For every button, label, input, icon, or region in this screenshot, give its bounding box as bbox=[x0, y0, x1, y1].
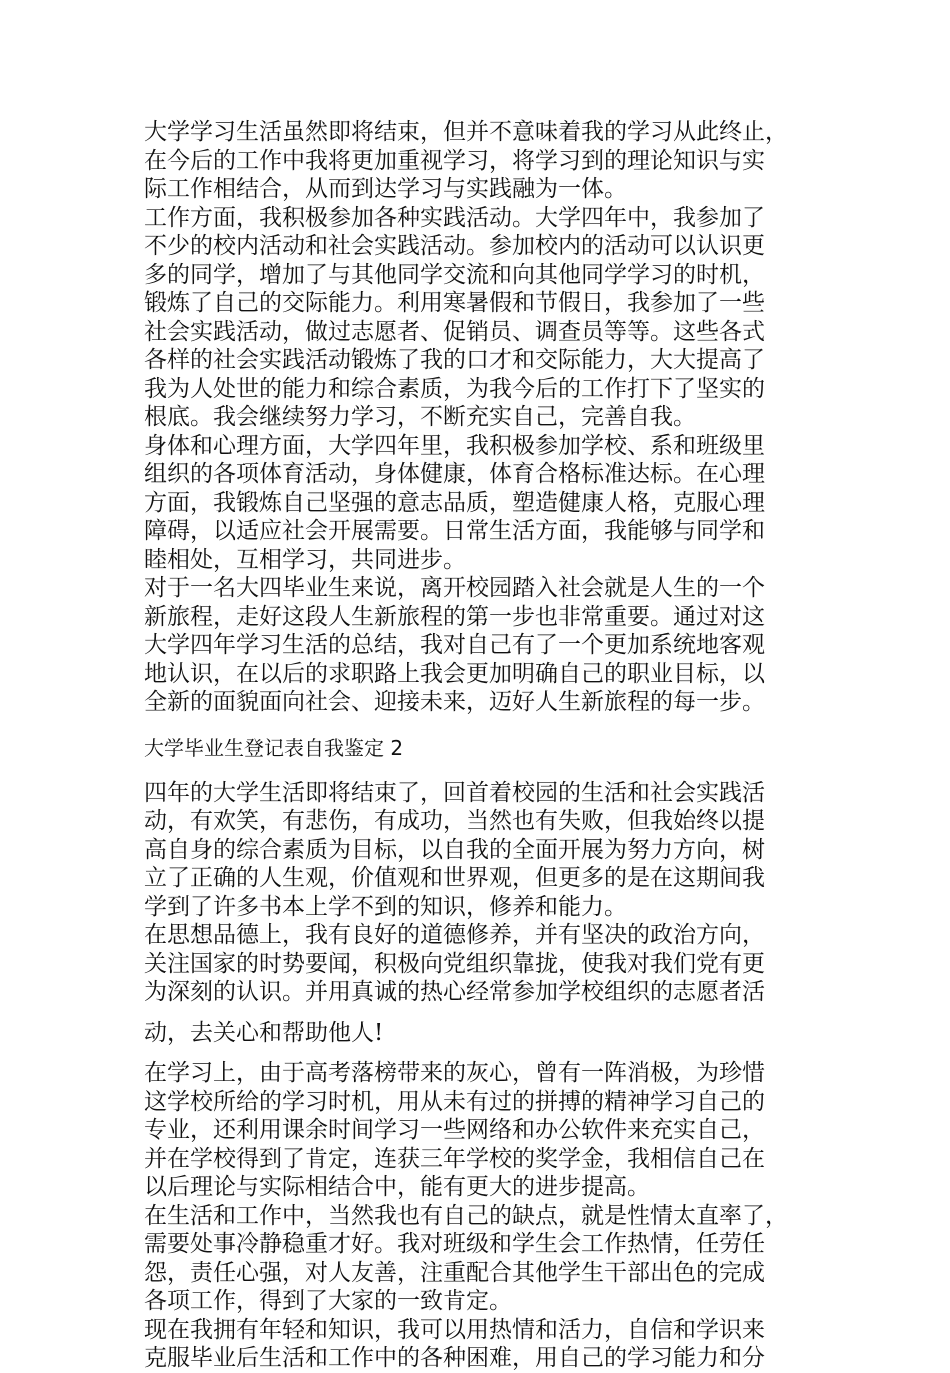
document-body bbox=[144, 118, 834, 1373]
text-line: 专业，还利用课余时间学习一些网络和办公软件来充实自己， bbox=[144, 1117, 765, 1143]
text-line: 方面，我锻炼自己坚强的意志品质，塑造健康人格，克服心理 bbox=[144, 489, 765, 516]
text-line: 动，去关心和帮助他人! bbox=[144, 1019, 384, 1046]
paragraph-future bbox=[144, 1316, 834, 1373]
text-line: 在思想品德上，我有良好的道德修养，并有坚决的政治方向， bbox=[144, 922, 765, 948]
paragraph-life-work bbox=[144, 1202, 834, 1316]
text-line: 在生活和工作中，当然我也有自己的缺点，就是性情太直率了， bbox=[144, 1202, 788, 1229]
text-line: 各样的社会实践活动锻炼了我的口才和交际能力，大大提高了 bbox=[144, 347, 765, 373]
text-line: 立了正确的人生观，价值观和世界观，但更多的是在这期间我 bbox=[144, 865, 765, 891]
text-line: 各项工作，得到了大家的一致肯定。 bbox=[144, 1288, 512, 1314]
text-line: 全新的面貌面向社会、迎接未来，迈好人生新旅程的每一步。 bbox=[144, 689, 765, 715]
text-line: 以后理论与实际相结合中，能有更大的进步提高。 bbox=[144, 1174, 650, 1200]
paragraph-study-summary bbox=[144, 118, 834, 204]
text-line: 对于一名大四毕业生来说，离开校园踏入社会就是人生的一个 bbox=[144, 575, 765, 601]
text-line: 根底。我会继续努力学习，不断充实自己，完善自我。 bbox=[144, 404, 696, 430]
text-line: 在今后的工作中我将更加重视学习，将学习到的理论知识与实 bbox=[144, 147, 765, 174]
text-line: 不少的校内活动和社会实践活动。参加校内的活动可以认识更 bbox=[144, 233, 765, 259]
text-line: 组织的各项体育活动，身体健康，体育合格标准达标。在心理 bbox=[144, 461, 765, 487]
text-line: 克服毕业后生活和工作中的各种困难，用自己的学习能力和分 bbox=[144, 1345, 765, 1371]
text-line: 锻炼了自己的交际能力。利用寒暑假和节假日，我参加了一些 bbox=[144, 290, 765, 316]
text-line: 并在学校得到了肯定，连获三年学校的奖学金，我相信自己在 bbox=[144, 1145, 765, 1172]
text-line: 地认识，在以后的求职路上我会更加明确自己的职业目标，以 bbox=[144, 660, 765, 687]
text-line: 动，有欢笑，有悲伤，有成功，当然也有失败，但我始终以提 bbox=[144, 808, 765, 834]
text-line: 四年的大学生活即将结束了，回首着校园的生活和社会实践活 bbox=[144, 779, 765, 806]
text-line: 障碍，以适应社会开展需要。日常生活方面，我能够与同学和 bbox=[144, 518, 765, 544]
paragraph-new-journey bbox=[144, 574, 834, 717]
text-line: 大学学习生活虽然即将结束，但并不意味着我的学习从此终止， bbox=[144, 119, 788, 145]
text-line: 大学四年学习生活的总结，我对自己有了一个更加系统地客观 bbox=[144, 632, 765, 658]
text-line: 需要处事冷静稳重才好。我对班级和学生会工作热情，任劳任 bbox=[144, 1231, 765, 1257]
text-line: 睦相处，互相学习，共同进步。 bbox=[144, 546, 466, 573]
paragraph-morality-tail bbox=[144, 1019, 834, 1048]
paragraph-body-mind bbox=[144, 432, 834, 575]
text-line: 高自身的综合素质为目标，以自我的全面开展为努力方向，树 bbox=[144, 836, 765, 863]
paragraph-four-years bbox=[144, 779, 834, 922]
text-line: 际工作相结合，从而到达学习与实践融为一体。 bbox=[144, 176, 627, 202]
text-line: 多的同学，增加了与其他同学交流和向其他同学学习的时机， bbox=[144, 261, 765, 288]
text-line: 我为人处世的能力和综合素质，为我今后的工作打下了坚实的 bbox=[144, 375, 765, 402]
text-line: 学到了许多书本上学不到的知识，修养和能力。 bbox=[144, 893, 627, 920]
section-heading: 大学毕业生登记表自我鉴定 2 bbox=[144, 735, 404, 760]
paragraph-morality bbox=[144, 921, 834, 1007]
text-line: 现在我拥有年轻和知识，我可以用热情和活力，自信和学识来 bbox=[144, 1316, 765, 1343]
text-line: 社会实践活动，做过志愿者、促销员、调查员等等。这些各式 bbox=[144, 318, 765, 345]
text-line: 为深刻的认识。并用真诚的热心经常参加学校组织的志愿者活 bbox=[144, 979, 765, 1005]
paragraph-work bbox=[144, 204, 834, 432]
text-line: 身体和心理方面，大学四年里，我积极参加学校、系和班级里 bbox=[144, 432, 765, 459]
text-line: 工作方面，我积极参加各种实践活动。大学四年中，我参加了 bbox=[144, 204, 765, 231]
text-line: 新旅程，走好这段人生新旅程的第一步也非常重要。通过对这 bbox=[144, 603, 765, 630]
text-line: 在学习上，由于高考落榜带来的灰心，曾有一阵消极，为珍惜 bbox=[144, 1060, 765, 1086]
text-line: 怨，责任心强，对人友善，注重配合其他学生干部出色的完成 bbox=[144, 1259, 765, 1286]
text-line: 这学校所给的学习时机，用从未有过的拼搏的精神学习自己的 bbox=[144, 1088, 765, 1115]
text-line: 关注国家的时势要闻，积极向党组织靠拢，使我对我们党有更 bbox=[144, 950, 765, 977]
paragraph-learning bbox=[144, 1059, 834, 1202]
